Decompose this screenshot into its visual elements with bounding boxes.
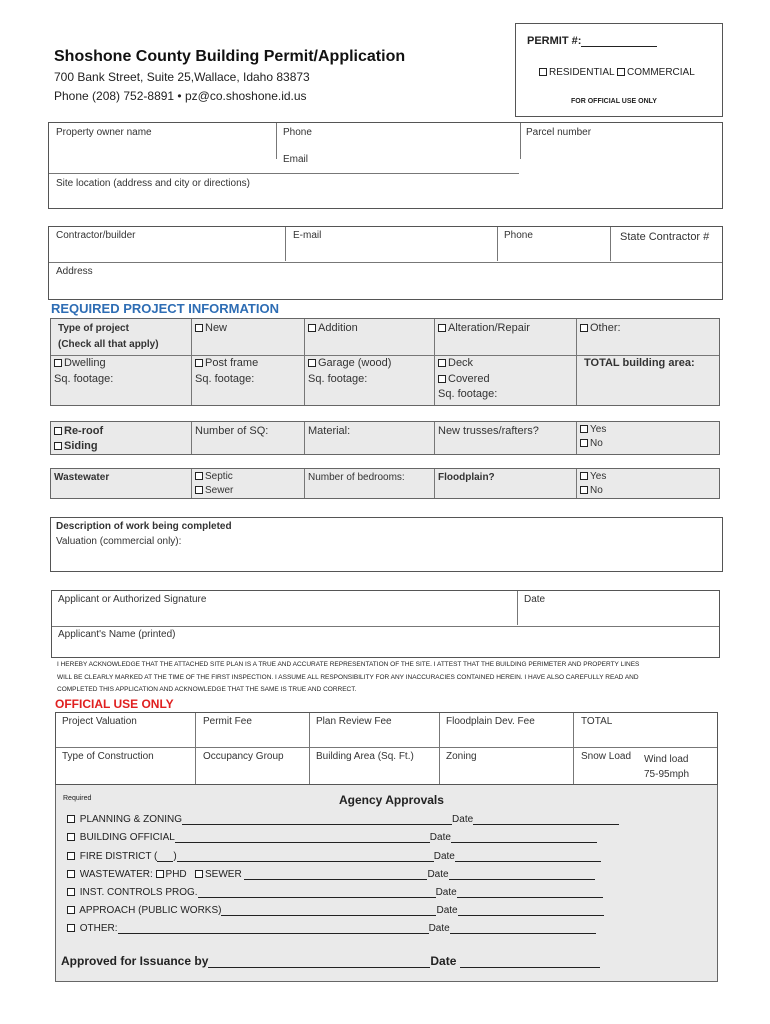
project-valuation-field[interactable]: Project Valuation: [62, 716, 137, 727]
approach-checkbox[interactable]: [67, 906, 75, 914]
description-box[interactable]: [50, 517, 723, 572]
sewer-checkbox[interactable]: [195, 486, 203, 494]
siding-option[interactable]: Siding: [54, 440, 98, 452]
floodplain-no-checkbox[interactable]: [580, 486, 588, 494]
residential-checkbox[interactable]: [539, 68, 547, 76]
floodplain-yes[interactable]: Yes: [580, 471, 606, 482]
trusses-yes[interactable]: Yes: [580, 424, 606, 435]
applicant-signature-field[interactable]: Applicant or Authorized Signature: [58, 594, 207, 605]
sewer-approval-checkbox[interactable]: [195, 870, 203, 878]
wind-load-label: Wind load: [644, 754, 689, 765]
post-frame-option[interactable]: Post frame: [195, 357, 258, 369]
other-option[interactable]: Other:: [580, 322, 621, 334]
official-use-note: FOR OFFICIAL USE ONLY: [571, 98, 657, 105]
planning-checkbox[interactable]: [67, 815, 75, 823]
garage-sqft[interactable]: Sq. footage:: [308, 373, 368, 385]
alteration-option[interactable]: Alteration/Repair: [438, 322, 530, 334]
approval-other[interactable]: OTHER: Date: [67, 923, 596, 934]
inst-controls-checkbox[interactable]: [67, 888, 75, 896]
building-area-field[interactable]: Building Area (Sq. Ft.): [316, 751, 414, 762]
permit-number-label: PERMIT #:: [527, 35, 657, 47]
sewer-option[interactable]: Sewer: [195, 485, 233, 496]
approval-inst-controls[interactable]: INST. CONTROLS PROG. Date: [67, 887, 603, 898]
trusses-field: New trusses/rafters?: [438, 425, 539, 437]
total-building-area[interactable]: TOTAL building area:: [584, 357, 695, 369]
floodplain-no[interactable]: No: [580, 485, 603, 496]
state-contractor-field[interactable]: State Contractor #: [620, 231, 710, 243]
construction-type-field[interactable]: Type of Construction: [62, 751, 154, 762]
covered-option[interactable]: Covered: [438, 373, 490, 385]
other-checkbox[interactable]: [580, 324, 588, 332]
septic-checkbox[interactable]: [195, 472, 203, 480]
office-address: 700 Bank Street, Suite 25,Wallace, Idaho 83873: [54, 70, 310, 84]
dwelling-option[interactable]: Dwelling: [54, 357, 106, 369]
alteration-checkbox[interactable]: [438, 324, 446, 332]
commercial-checkbox[interactable]: [617, 68, 625, 76]
valuation-label[interactable]: Valuation (commercial only):: [56, 536, 182, 547]
approval-building-official[interactable]: BUILDING OFFICIAL Date: [67, 832, 597, 843]
deck-checkbox[interactable]: [438, 359, 446, 367]
wastewater-checkbox[interactable]: [67, 870, 75, 878]
trusses-no[interactable]: No: [580, 438, 603, 449]
plan-review-fee-field[interactable]: Plan Review Fee: [316, 716, 392, 727]
floodplain-label: Floodplain?: [438, 472, 495, 483]
garage-checkbox[interactable]: [308, 359, 316, 367]
owner-email-field[interactable]: Email: [283, 154, 309, 165]
signature-date-field[interactable]: Date: [524, 594, 546, 605]
agency-approvals-heading: Agency Approvals: [339, 793, 444, 807]
acknowledgement-line-2: WILL BE CLEARLY MARKED AT THE TIME OF THE FIRST INSPECTION. I ASSUME ALL RESPONSIBILITY FOR ANY INACCURACIES CONTAINED HEREIN. I HAVE ALSO CAREFULLY READ AND: [57, 674, 639, 681]
official-use-table: [55, 712, 718, 785]
floodplain-fee-field[interactable]: Floodplain Dev. Fee: [446, 716, 535, 727]
wind-load-value: 75-95mph: [644, 769, 690, 780]
office-contact: Phone (208) 752-8891 • pz@co.shoshone.id.us: [54, 89, 307, 103]
official-use-heading: OFFICIAL USE ONLY: [55, 697, 174, 711]
description-label: Description of work being completed: [56, 521, 232, 532]
type-of-project-label: Type of project: [58, 323, 129, 334]
covered-checkbox[interactable]: [438, 375, 446, 383]
project-info-heading: REQUIRED PROJECT INFORMATION: [51, 301, 279, 316]
acknowledgement-line-3: COMPLETED THIS APPLICATION AND ACKNOWLEDGE THAT THE SAME IS TRUE AND CORRECT.: [57, 686, 357, 693]
occupancy-group-field[interactable]: Occupancy Group: [203, 751, 284, 762]
snow-load-field[interactable]: Snow Load: [581, 751, 632, 762]
addition-option[interactable]: Addition: [308, 322, 358, 334]
form-title: Shoshone County Building Permit/Application: [54, 48, 406, 65]
owner-section: [48, 122, 723, 209]
wastewater-row: [50, 468, 720, 499]
approval-approach[interactable]: APPROACH (PUBLIC WORKS) Date: [67, 905, 604, 916]
reroof-row: [50, 421, 720, 455]
approval-planning-zoning[interactable]: PLANNING & ZONING Date: [67, 814, 619, 825]
fire-district-checkbox[interactable]: [67, 852, 75, 860]
approved-for-issuance[interactable]: Approved for Issuance by Date: [61, 954, 600, 968]
material-field[interactable]: Material:: [308, 425, 351, 437]
other-approval-checkbox[interactable]: [67, 924, 75, 932]
addition-checkbox[interactable]: [308, 324, 316, 332]
property-owner-field[interactable]: Property owner name: [56, 127, 152, 138]
project-type-table: [50, 318, 720, 406]
deck-option[interactable]: Deck: [438, 357, 473, 369]
floodplain-yes-checkbox[interactable]: [580, 472, 588, 480]
trusses-no-checkbox[interactable]: [580, 439, 588, 447]
permit-box: [515, 23, 723, 117]
contractor-section: [48, 226, 723, 300]
check-all-label: (Check all that apply): [58, 339, 159, 350]
reroof-checkbox[interactable]: [54, 427, 62, 435]
dwelling-sqft[interactable]: Sq. footage:: [54, 373, 114, 385]
total-fee-field[interactable]: TOTAL: [581, 716, 613, 727]
applicant-name-field[interactable]: Applicant's Name (printed): [58, 629, 176, 640]
bedrooms-field[interactable]: Number of bedrooms:: [308, 472, 405, 483]
approval-fire-district[interactable]: FIRE DISTRICT ( ) Date: [67, 851, 601, 862]
zoning-field[interactable]: Zoning: [446, 751, 477, 762]
acknowledgement-line-1: I HEREBY ACKNOWLEDGE THAT THE ATTACHED SITE PLAN IS A TRUE AND ACCURATE REPRESENTATION OF THE SITE. I ATTEST THAT THE BUILDING PERIMETER AND PROPERTY LINES: [57, 661, 640, 668]
dwelling-checkbox[interactable]: [54, 359, 62, 367]
required-label: Required: [63, 795, 92, 802]
contractor-address-field[interactable]: Address: [56, 266, 93, 277]
permit-type[interactable]: RESIDENTIAL COMMERCIAL: [539, 67, 695, 78]
number-sq-field[interactable]: Number of SQ:: [195, 425, 269, 437]
parcel-number-field[interactable]: Parcel number: [526, 127, 592, 138]
wastewater-label: Wastewater: [54, 472, 110, 483]
contractor-field[interactable]: Contractor/builder: [56, 230, 136, 241]
post-frame-checkbox[interactable]: [195, 359, 203, 367]
permit-fee-field[interactable]: Permit Fee: [203, 716, 252, 727]
new-checkbox[interactable]: [195, 324, 203, 332]
contractor-phone-field[interactable]: Phone: [504, 230, 533, 241]
deck-sqft[interactable]: Sq. footage:: [438, 388, 498, 400]
trusses-yes-checkbox[interactable]: [580, 425, 588, 433]
septic-option[interactable]: Septic: [195, 471, 233, 482]
siding-checkbox[interactable]: [54, 442, 62, 450]
contractor-email-field[interactable]: E-mail: [293, 230, 322, 241]
new-option[interactable]: New: [195, 322, 227, 334]
reroof-option[interactable]: Re-roof: [54, 425, 103, 437]
signature-section: [51, 590, 720, 658]
phd-checkbox[interactable]: [156, 870, 164, 878]
post-frame-sqft[interactable]: Sq. footage:: [195, 373, 255, 385]
approval-wastewater[interactable]: WASTEWATER: PHD SEWER Date: [67, 869, 595, 880]
owner-phone-field[interactable]: Phone: [283, 127, 312, 138]
garage-option[interactable]: Garage (wood): [308, 357, 391, 369]
building-official-checkbox[interactable]: [67, 833, 75, 841]
site-location-field[interactable]: Site location (address and city or directions): [56, 178, 250, 189]
